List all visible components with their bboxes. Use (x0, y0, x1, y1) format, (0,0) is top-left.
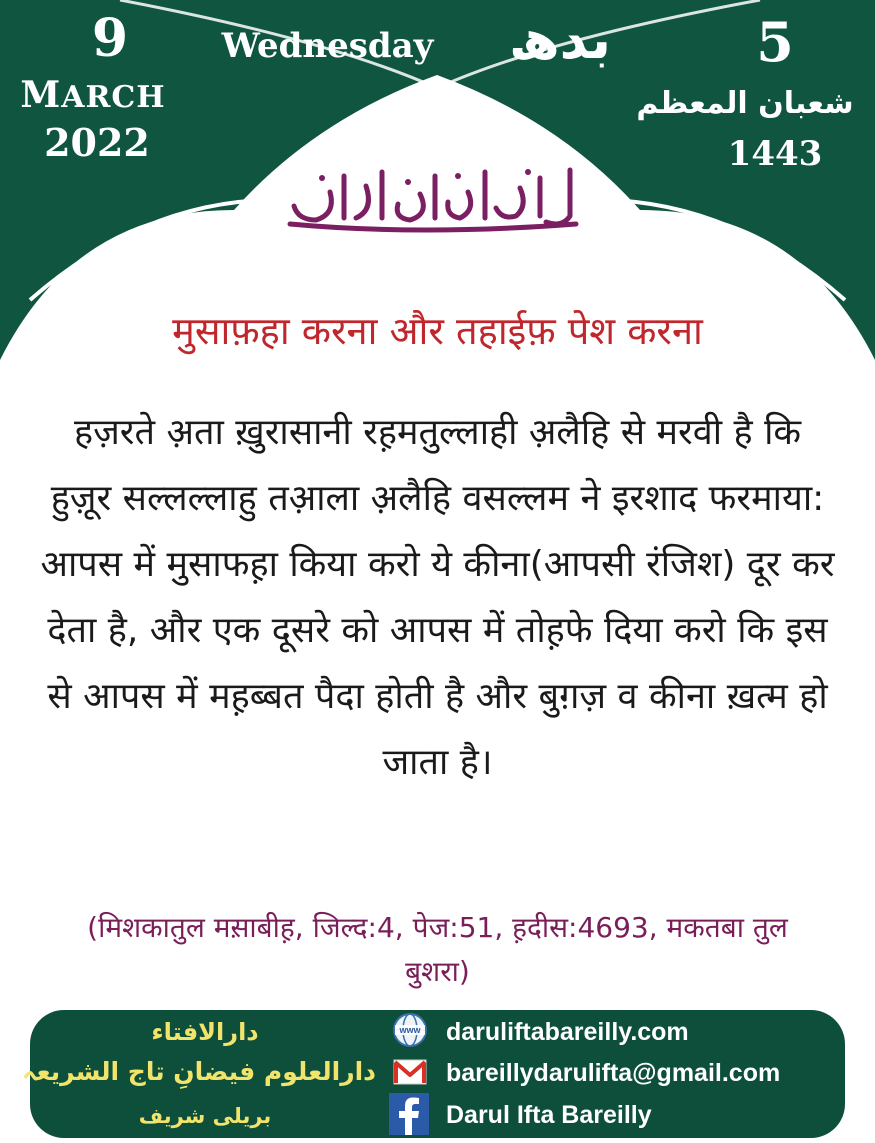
calligraphy-emblem-icon (270, 158, 590, 238)
footer-org-line2: دارالعلوم فیضانِ تاج الشریعہ (22, 1057, 376, 1086)
gmail-envelope-icon (392, 1054, 428, 1090)
facebook-link[interactable]: Darul Ifta Bareilly (446, 1101, 652, 1129)
footer-org-line3: بریلی شریف (138, 1104, 272, 1128)
website-link[interactable]: daruliftabareilly.com (446, 1018, 689, 1046)
www-globe-icon (392, 1012, 428, 1048)
article-title: मुसाफ़हा करना और तहाईफ़ पेश करना (172, 309, 703, 353)
gregorian-month-rest: ARCH (61, 80, 166, 115)
gregorian-year: 2022 (44, 120, 150, 165)
svg-text:www: www (399, 1025, 421, 1035)
hijri-weekday-urdu: بدھ (508, 8, 612, 71)
hijri-day: 5 (756, 10, 794, 74)
gregorian-day: 9 (91, 8, 129, 69)
footer-org-line1: دارالافتاء (151, 1018, 259, 1046)
gregorian-month (18, 74, 168, 116)
hijri-month: شعبان المعظم (636, 86, 854, 121)
article-reference: (मिशकातुल मस़ाबीह़, जिल्द:4, पेज:51, ह़दीस:4693, मकतबा तुल बुशरा) (87, 911, 788, 988)
gregorian-month-initial: M (20, 74, 62, 116)
email-link[interactable]: bareillydarulifta@gmail.com (446, 1059, 781, 1087)
article-body: हज़रते अ़ता ख़ुरासानी रह़मतुल्लाही अ़लैहि से मरवी है कि हुज़ूर सल्लल्लाहु तआ़ला अ़लैहि वसल्लम ने इरशाद फरमाया: आपस में मुसाफह़ा किया करो ये कीना(आपसी रंजिश) दूर कर देता है, और एक दूसरे को आपस में तोह़फे दिया करो कि इस से आपस में मह़ब्बत पैदा होती है और बुग़ज़ व कीना ख़त्म हो जाता है। (40, 412, 835, 783)
gregorian-weekday: Wednesday (221, 26, 434, 66)
hijri-year: 1443 (727, 134, 823, 174)
facebook-icon (388, 1092, 430, 1136)
